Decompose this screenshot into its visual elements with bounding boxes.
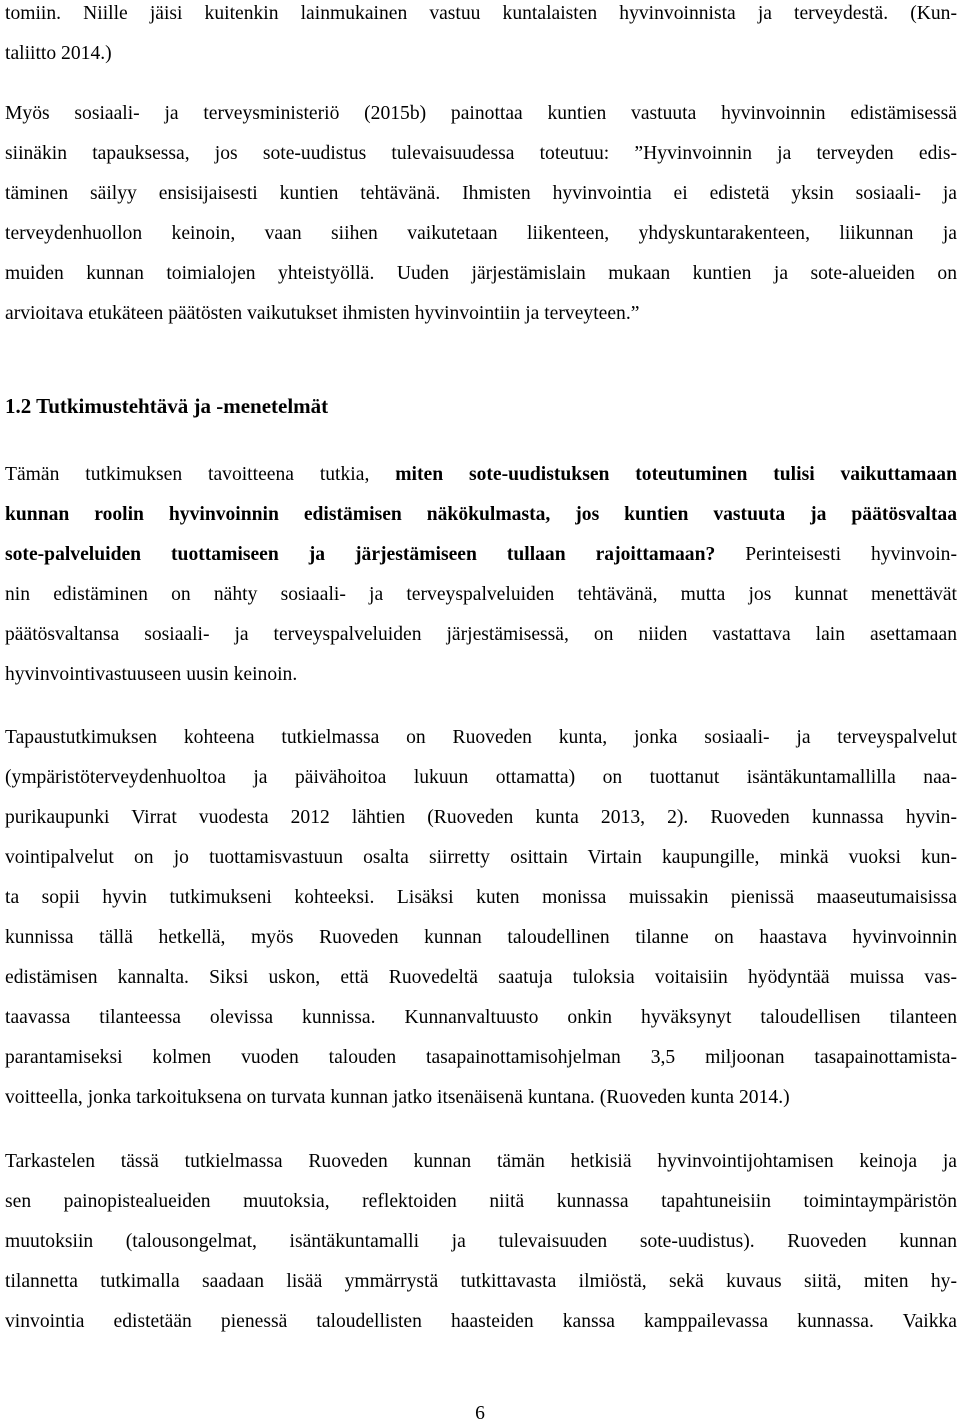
paragraph-line: taliitto 2014.) — [5, 43, 112, 64]
paragraph-line: nin edistäminen on nähty sosiaali- ja terveyspalveluiden tehtävänä, mutta jos kunnat menettävät — [5, 584, 957, 605]
paragraph-line: ta sopii hyvin tutkimukseni kohteeksi. Lisäksi kuten monissa muissakin pienissä maaseutumaisissa — [5, 887, 957, 908]
paragraph-line: parantamiseksi kolmen vuoden talouden tasapainottamisohjelman 3,5 miljoonan tasapainottamista- — [5, 1047, 957, 1068]
paragraph-line: vinvointia edistetään pienessä taloudellisten haasteiden kanssa kamppailevassa kunnassa. Vaikka — [5, 1311, 957, 1332]
paragraph-line: (ympäristöterveydenhuoltoa ja päivähoitoa lukuun ottamatta) on tuottanut isäntäkuntamallilla naa- — [5, 767, 957, 788]
paragraph-line: voitteella, jonka tarkoituksena on turvata kunnan jatko itsenäisenä kuntana. (Ruoveden kunta 2014.) — [5, 1087, 790, 1108]
paragraph-line — [5, 543, 957, 567]
paragraph-line: edistämisen kannalta. Siksi uskon, että Ruovedeltä saatuja tuloksia voitaisiin hyödyntää muissa vas- — [5, 967, 957, 988]
paragraph-line: terveydenhuollon keinoin, vaan siihen vaikutetaan liikenteen, yhdyskuntarakenteen, liikunnan ja — [5, 223, 957, 244]
text-run: Tämän tutkimuksen tavoitteena tutkia, — [5, 464, 396, 485]
paragraph-line: päätösvaltansa sosiaali- ja terveyspalveluiden järjestämisessä, on niiden vastattava lain asettamaan — [5, 624, 957, 645]
page-number: 6 — [475, 1403, 485, 1424]
paragraph-line: muutoksiin (talousongelmat, isäntäkuntamalli ja tulevaisuuden sote-uudistus). Ruoveden kunnan — [5, 1231, 957, 1252]
paragraph-line: Myös sosiaali- ja terveysministeriö (2015b) painottaa kuntien vastuuta hyvinvoinnin edistämisessä — [5, 103, 957, 124]
paragraph-line: purikaupunki Virrat vuodesta 2012 lähtien (Ruoveden kunta 2013, 2). Ruoveden kunnassa hyvin- — [5, 807, 957, 828]
text-run: Perinteisesti hyvinvoin- — [715, 544, 957, 565]
paragraph-line: taavassa tilanteessa olevissa kunnissa. Kunnanvaltuusto onkin hyväksynyt taloudellisen tilanteen — [5, 1007, 957, 1028]
paragraph-line: tomiin. Niille jäisi kuitenkin lainmukainen vastuu kuntalaisten hyvinvoinnista ja terveydestä. (Kun- — [5, 3, 957, 24]
section-heading: 1.2 Tutkimustehtävä ja -menetelmät — [5, 394, 329, 418]
paragraph-line: siinäkin tapauksessa, jos sote-uudistus tulevaisuudessa toteutuu: ”Hyvinvoinnin ja terveyden edis- — [5, 143, 957, 164]
paragraph-line — [5, 463, 957, 487]
paragraph-line: muiden kunnan toimialojen yhteistyöllä. Uuden järjestämislain mukaan kuntien ja sote-alueiden on — [5, 263, 957, 284]
paragraph-line: kunnissa tällä hetkellä, myös Ruoveden kunnan taloudellinen tilanne on haastava hyvinvoinnin — [5, 927, 957, 948]
paragraph-line: hyvinvointivastuuseen uusin keinoin. — [5, 664, 298, 685]
paragraph-line: tilannetta tutkimalla saadaan lisää ymmärrystä tutkittavasta ilmiöstä, sekä kuvaus siitä, miten hy- — [5, 1271, 957, 1292]
research-question-text: miten sote-uudistuksen toteutuminen tulisi vaikuttamaan — [395, 464, 957, 485]
paragraph-line: arvioitava etukäteen päätösten vaikutukset ihmisten hyvinvointiin ja terveyteen.” — [5, 303, 640, 324]
paragraph-line: Tapaustutkimuksen kohteena tutkielmassa on Ruoveden kunta, jonka sosiaali- ja terveyspalvelut — [5, 727, 957, 748]
research-question-line: kunnan roolin hyvinvoinnin edistämisen näkökulmasta, jos kuntien vastuuta ja päätösvaltaa — [5, 504, 957, 525]
paragraph-line: vointipalvelut on jo tuottamisvastuun osalta siirretty osittain Virtain kaupungille, minkä vuoksi kun- — [5, 847, 957, 868]
paragraph-line: Tarkastelen tässä tutkielmassa Ruoveden kunnan tämän hetkisiä hyvinvointijohtamisen keinoja ja — [5, 1151, 957, 1172]
paragraph-line: sen painopistealueiden muutoksia, reflektoiden niitä kunnassa tapahtuneisiin toimintaympäristön — [5, 1191, 957, 1212]
research-question-text: sote-palveluiden tuottamiseen ja järjestämiseen tullaan rajoittamaan? — [5, 544, 716, 565]
paragraph-line: täminen säilyy ensisijaisesti kuntien tehtävänä. Ihmisten hyvinvointia ei edistetä yksin sosiaali- ja — [5, 183, 957, 204]
